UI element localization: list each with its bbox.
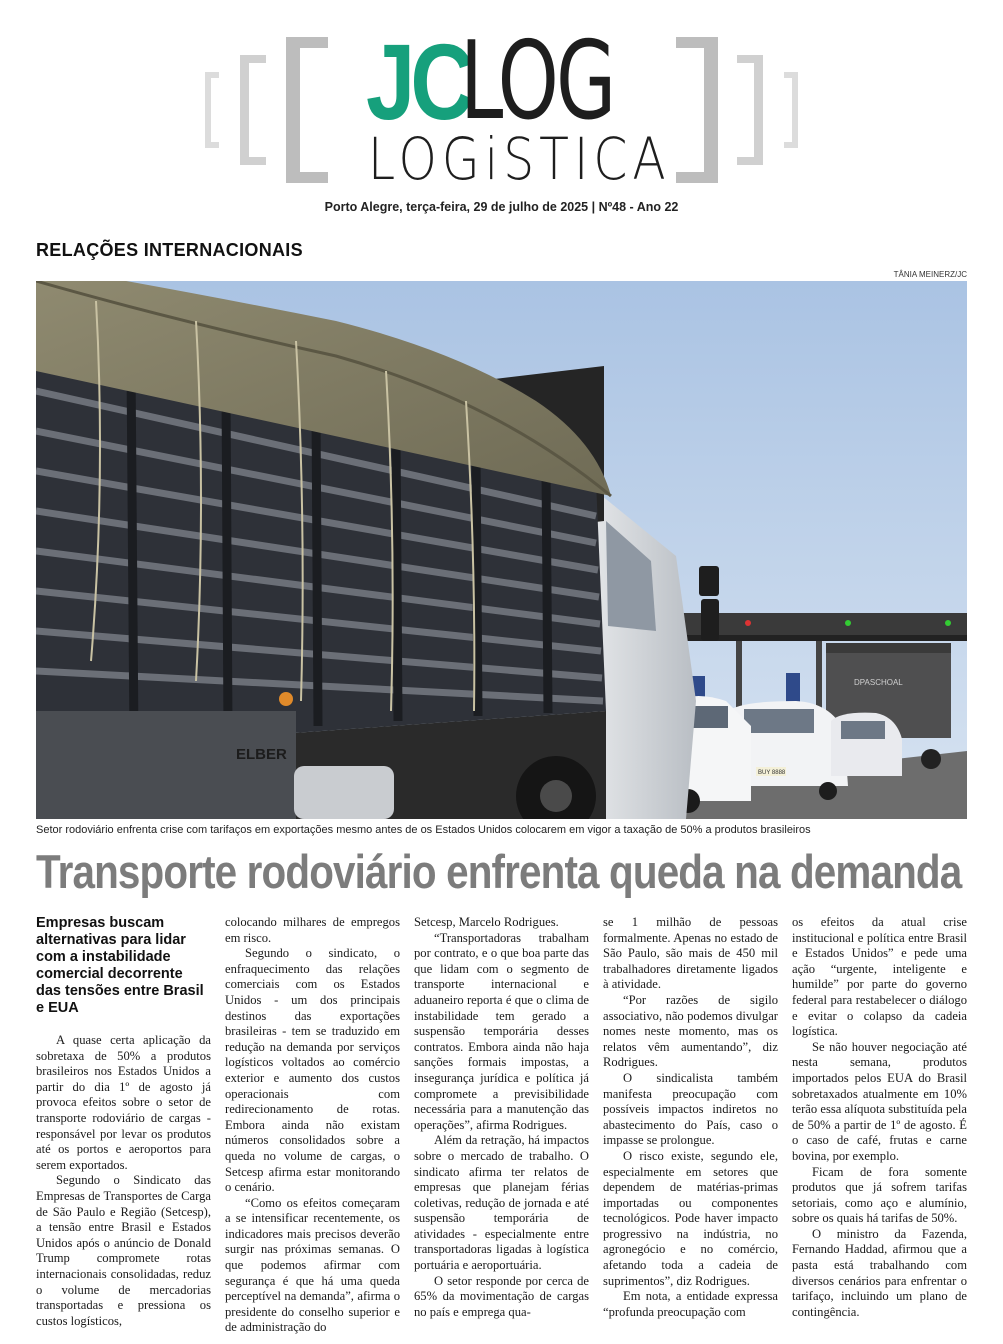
masthead [0,0,1003,200]
truck2-text: DPASCHOAL [854,678,903,687]
paragraph: O ministro da Fazenda, Fernando Haddad, afirmou que a pasta está trabalhando com diversos cenários para enfrentar o tarifaço, incluindo um plano de contingência. [792,1226,967,1319]
column-5 [792,915,967,1320]
logo-log: LOG [460,19,614,144]
paragraph: Ficam de fora somente produtos que já sofrem tarifas setoriais, como aço e alumínio, sobre os quais há tarifas de 50%. [792,1164,967,1226]
column-1 [36,915,211,1329]
paragraph: “Como os efeitos começaram a se intensificar recentemente, os indicadores mais precisos deverão surgir nas próximas semanas. O que podemos afirmar com segurança é que há uma queda perceptível na demanda”, afirma o presidente do conselho superior e de administração do [225,1195,400,1335]
article-body [36,915,967,1335]
photo-credit: TÂNIA MEINERZ/JC [893,270,967,279]
section-label: RELAÇÕES INTERNACIONAIS [36,240,303,260]
logo-jc: JC [366,21,470,142]
paragraph: O sindicalista também manifesta preocupação com possíveis impactos indiretos no abastecimento do País, caso o impasse se prolongue. [603,1070,778,1148]
photo-caption: Setor rodoviário enfrenta crise com tarifaços em exportações mesmo antes de os Estados Unidos colocarem em vigor a taxação de 50% a produtos brasileiros [36,824,811,836]
paragraph: Se não houver negociação até nesta semana, produtos importados pelos EUA do Brasil sobretaxados atualmente em 10% terão essa alíquota substituída pela de 50% a partir de 1º de agosto. É o caso de café, frutas e carne bovina, por exemplo. [792,1039,967,1163]
paragraph: Segundo o Sindicato das Empresas de Transportes de Carga de São Paulo e Região (Setcesp), a tensão entre Brasil e Estados Unidos após o anúncio de Donald Trump compromete rotas internacionais consolidadas, reduz o volume de mercadorias transportadas e pressiona os custos logísticos, [36,1173,211,1328]
paragraph: se 1 milhão de pessoas formalmente. Apenas no estado de São Paulo, são mais de 450 mil trabalhadores diretamente ligados à atividade. [603,915,778,992]
paragraph: Segundo o sindicato, o enfraquecimento das relações comerciais com os Estados Unidos - um dos principais destinos das exportações brasileiras - tem se traduzido em redução na demanda por serviços logísticos voltados ao comércio exterior e aumento dos custos operacionais com redirecionamento de rotas. Embora ainda não existam números consolidados sobre a queda no volume de cargas, o Setcesp afirma estar monitorando o cenário. [225,946,400,1195]
paragraph: colocando milhares de empregos em risco. [225,915,400,945]
paragraph: “Por razões de sigilo associativo, não podemos divulgar nomes neste momento, mas os relatos vêm aumentando”, diz Rodrigues. [603,992,778,1070]
dateline: Porto Alegre, terça-feira, 29 de julho de 2025 | Nº48 - Ano 22 [324,200,679,214]
paragraph: O setor responde por cerca de 65% da movimentação de cargas no país e emprega qua- [414,1273,589,1319]
paragraph: Setcesp, Marcelo Rodrigues. [414,915,559,929]
truck-brand-text: ELBER [236,746,287,763]
paragraph: Além da retração, há impactos sobre o mercado de trabalho. O sindicato afirma ter relatos de empresas que planejam férias coletivas, redução de jornada e até suspensão temporária de atividades - especialmente entre transportadoras ligadas à logística portuária e aeroportuária. [414,1133,589,1273]
column-3 [414,915,589,1320]
paragraph: Em nota, a entidade expressa “profunda preocupação com [603,1289,778,1319]
svg-text:BUY 8888: BUY 8888 [758,770,786,776]
column-4 [603,915,778,1320]
logo-logistica: LOGiSTICA [368,125,671,193]
paragraph: O risco existe, segundo ele, especialmente em setores que dependem de matérias-primas importadas ou componentes tecnológicos. Pode haver impacto progressivo na indústria, no agronegócio e no comércio, afetando toda a cadeia de suprimentos”, diz Rodrigues. [603,1148,778,1288]
article-deck: Empresas buscam alternativas para lidar com a instabilidade comercial decorrente das tensões entre Brasil e EUA [36,915,204,1016]
article-headline: Transporte rodoviário enfrenta queda na demanda [36,845,962,898]
column-2 [225,915,400,1336]
article-photo [36,281,967,819]
paragraph: A quase certa aplicação da sobretaxa de 50% a produtos brasileiros nos Estados Unidos a partir do dia 1º de agosto já provoca efeitos sobre o setor de transporte rodoviário de cargas - responsável por levar os produtos até os portos e aeroportos para serem exportados. [36,1033,211,1172]
paragraph: os efeitos da atual crise institucional e política entre Brasil e Estados Unidos” e pede uma ação “urgente, inteligente e humilde” por parte do governo federal para restabelecer o diálogo e evitar o colapso da cadeia logística. [792,915,967,1039]
paragraph: “Transportadoras trabalham por contrato, e o que boa parte das que lidam com o segmento de transporte internacional e aduaneiro reporta é que o clima de instabilidade tem gerado a suspensão temporária desses contratos. Embora ainda não haja sanções formais impostas, a insegurança jurídica e política já compromete a previsibilidade necessária para a manutenção das operações”, afirma Rodrigues. [414,930,589,1132]
